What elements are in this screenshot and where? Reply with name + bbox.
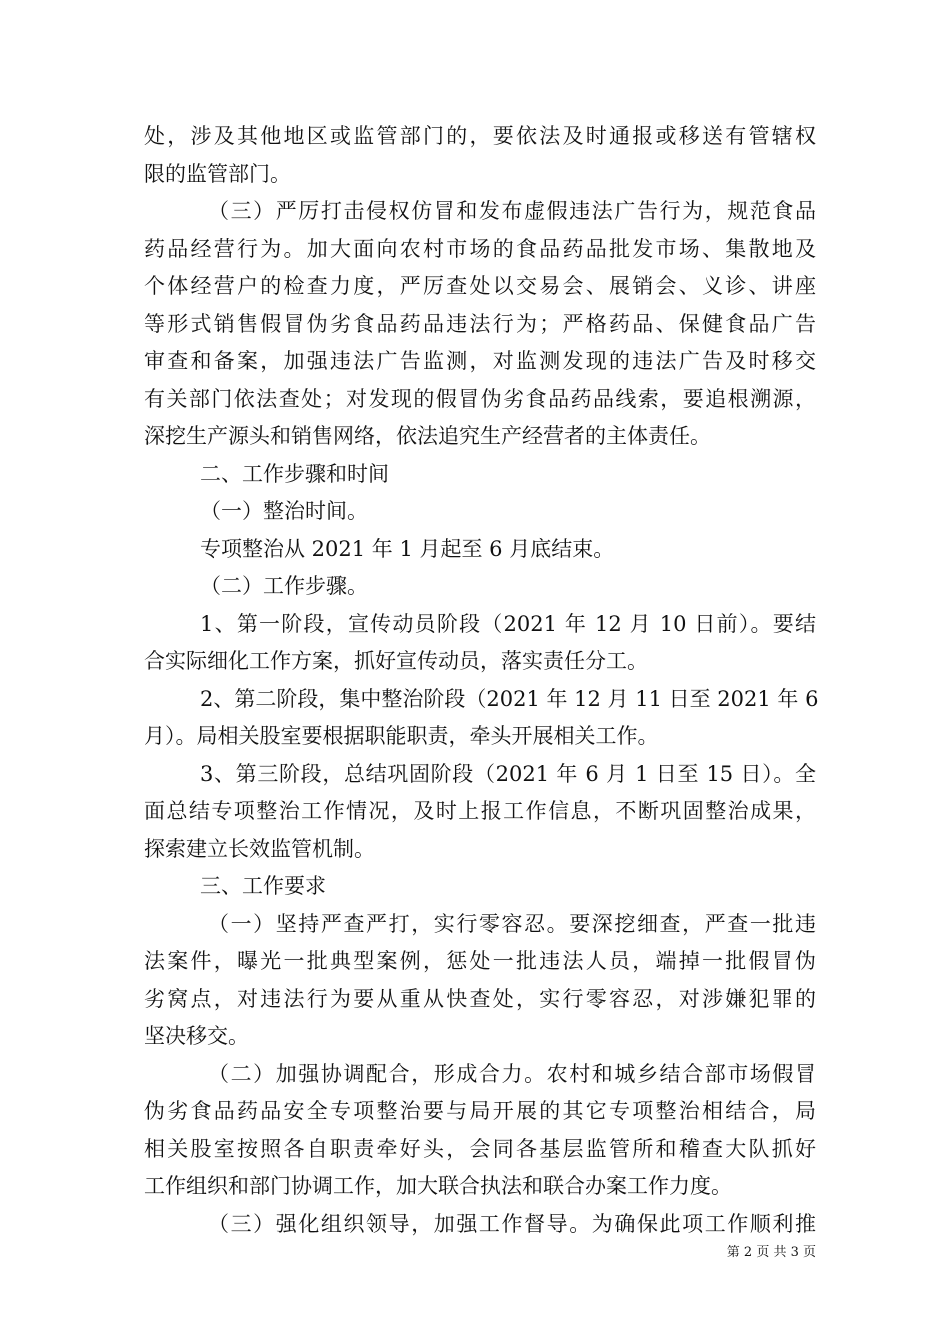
text-line: 2、第二阶段，集中整治阶段（2021 年 12 月 11 日至 2021 年 6 xyxy=(200,686,819,711)
paragraph-p12 xyxy=(144,1056,816,1206)
text-line: 法案件，曝光一批典型案例，惩处一批违法人员，端掉一批假冒伪 xyxy=(144,949,816,973)
text-line: 劣窝点，对违法行为要从重从快查处，实行零容忍，对涉嫌犯罪的 xyxy=(144,986,816,1011)
text-line: 1、第一阶段，宣传动员阶段（2021 年 12 月 10 日前）。要结 xyxy=(200,611,816,636)
text-line: 工作组织和部门协调工作，加大联合执法和联合办案工作力度。 xyxy=(144,1174,732,1198)
text-line: 相关股室按照各自职责牵好头，会同各基层监管所和稽查大队抓好 xyxy=(144,1136,816,1161)
text-line: （一）坚持严查严打，实行零容忍。要深挖细查，严查一批违 xyxy=(208,911,816,936)
paragraph-p2 xyxy=(144,193,816,456)
text-line: 伪劣食品药品安全专项整治要与局开展的其它专项整治相结合，局 xyxy=(144,1099,816,1123)
page-number-footer: 第 2 页 共 3 页 xyxy=(726,1245,816,1260)
text-line: 坚决移交。 xyxy=(144,1024,249,1048)
text-line: （三）强化组织领导，加强工作督导。为确保此项工作顺利推 xyxy=(208,1211,816,1236)
text-line: 面总结专项整治工作情况，及时上报工作信息，不断巩固整治成果， xyxy=(144,799,816,823)
paragraph-p3 xyxy=(144,456,816,494)
paragraph-p8 xyxy=(144,681,819,756)
paragraph-p4 xyxy=(144,493,816,531)
text-line: 三、工作要求 xyxy=(200,874,326,898)
paragraph-p10 xyxy=(144,868,816,906)
text-line: 处，涉及其他地区或监管部门的，要依法及时通报或移送有管辖权 xyxy=(144,124,816,148)
text-line: 二、工作步骤和时间 xyxy=(200,461,389,486)
paragraph-p11 xyxy=(144,906,816,1056)
text-line: 合实际细化工作方案，抓好宣传动员，落实责任分工。 xyxy=(144,649,648,673)
text-line: 等形式销售假冒伪劣食品药品违法行为；严格药品、保健食品广告 xyxy=(144,311,816,336)
text-line: 月）。局相关股室要根据职能职责，牵头开展相关工作。 xyxy=(144,724,659,748)
text-line: 审查和备案，加强违法广告监测，对监测发现的违法广告及时移交 xyxy=(144,349,816,373)
text-line: 探索建立长效监管机制。 xyxy=(144,836,375,861)
paragraph-p7 xyxy=(144,606,816,681)
text-line: 有关部门依法查处；对发现的假冒伪劣食品药品线索，要追根溯源， xyxy=(144,386,816,411)
text-line: （一）整治时间。 xyxy=(200,499,368,523)
paragraph-p1 xyxy=(144,118,816,193)
text-line: 限的监管部门。 xyxy=(144,161,291,186)
text-line: 3、第三阶段，总结巩固阶段（2021 年 6 月 1 日至 15 日）。全 xyxy=(200,761,816,786)
document-body xyxy=(144,118,819,1243)
paragraph-p9 xyxy=(144,756,816,869)
paragraph-p13 xyxy=(144,1206,816,1244)
paragraph-p5 xyxy=(144,531,816,569)
text-line: （二）加强协调配合，形成合力。农村和城乡结合部市场假冒 xyxy=(208,1061,816,1086)
text-line: 深挖生产源头和销售网络，依法追究生产经营者的主体责任。 xyxy=(144,424,711,448)
text-line: （二）工作步骤。 xyxy=(200,574,368,598)
text-line: （三）严厉打击侵权仿冒和发布虚假违法广告行为，规范食品 xyxy=(208,199,816,223)
text-line: 药品经营行为。加大面向农村市场的食品药品批发市场、集散地及 xyxy=(144,236,816,261)
text-line: 专项整治从 2021 年 1 月起至 6 月底结束。 xyxy=(200,536,615,561)
paragraph-p6 xyxy=(144,568,816,606)
text-line: 个体经营户的检查力度，严厉查处以交易会、展销会、义诊、讲座 xyxy=(144,274,816,298)
